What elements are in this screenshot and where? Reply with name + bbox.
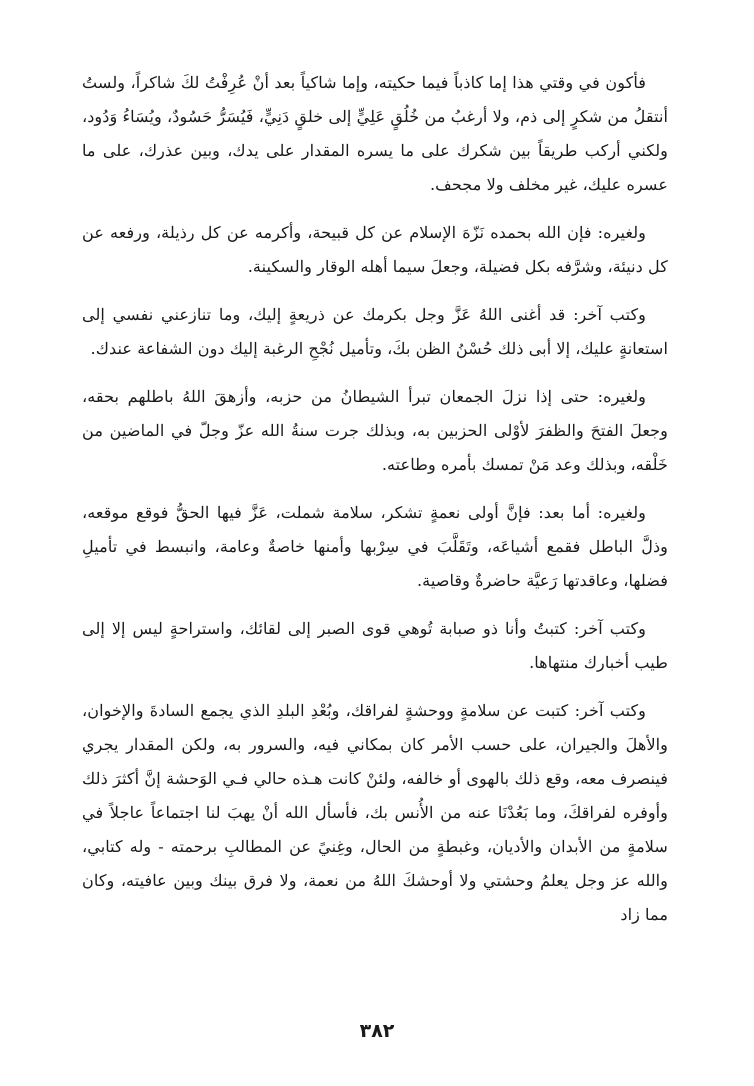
paragraph-3: وكتب آخر: قد أغنى اللهُ عَزَّ وجل بكرمك عن ذريعةٍ إليك، وما تنازعني نفسي إلى استعانةٍ عليك، إلا أبى ذلك حُسْنُ الظن بكَ، وتأميل نُجْحِ الرغبة إليك دون الشفاعة عندك. xyxy=(82,305,668,358)
paragraph-6: وكتب آخر: كتبتُ وأنا ذو صبابة تُوهي قوى الصبر إلى لقائك، واستراحةٍ ليس إلا إلى طيب أخبارك منتهاها. xyxy=(82,619,668,672)
page-number: ٣٨٢ xyxy=(359,1020,395,1042)
body-text xyxy=(82,66,668,946)
paragraph-5: ولغيره: أما بعد: فإنَّ أولى نعمةٍ تشكر، سلامة شملت، عَزَّ فيها الحقُّ فوقع موقعه، وذلَّ الباطل فقمع أشياعَه، وتَقَلَّبَ في سِرْبها وأمنها خاصةٌ وعامة، وانبسط في تأميلِ فضلها، وعاقدتها رَعيَّة حاضرةٌ وقاصية. xyxy=(82,503,668,590)
paragraph-2: ولغيره: فإن الله بحمده نَزّهَ الإسلام عن كل قبيحة، وأكرمه عن كل رذيلة، ورفعه عن كل دنيئة، وشرَّفه بكل فضيلة، وجعلَ سيما أهله الوقار والسكينة. xyxy=(82,223,668,276)
paragraph-4: ولغيره: حتى إذا نزلَ الجمعان تبرأ الشيطانُ من حزبه، وأزهقَ اللهُ باطلهم بحقه، وجعلَ الفتحَ والظفرَ لأوْلى الحزبين به، وبذلك جرت سنةُ الله عزّ وجلّ في الماضين من خَلْقه، وبذلك وعد مَنْ تمسك بأمره وطاعته. xyxy=(82,387,668,474)
paragraph-7: وكتب آخر: كتبت عن سلامةٍ ووحشةٍ لفراقك، وبُعْدِ البلدِ الذي يجمع السادةَ والإخوان، والأهلَ والجيران، على حسب الأمر كان بمكاني فيه، والسرور به، ولكن المقدار يجري فينصرف معه، وقع ذلك بالهوى أو خالفه، ولئنْ كانت هـذه حالي فـي الوَحشة إنَّ أكثرَ ذلك وأوفره لفراقكَ، وما بَعُدْنَا عنه من الأُنس بك، فأسأل الله أنْ يهبَ لنا اجتماعاً عاجلاً في سلامةٍ من الأبدان والأديان، وغبطةٍ من الحال، وغِنيً عن المطالبِ برحمته - وله كتابي، والله عز وجل يعلمُ وحشتي ولا أوحشكَ اللهُ من نعمة، ولا فرق بينك وبين عافيته، وكان مما زاد xyxy=(82,701,668,924)
paragraph-1: فأكون في وقتي هذا إما كاذباً فيما حكيته، وإما شاكياً بعد أنْ عُرِفْتُ لكَ شاكراً، ولستُ أنتقلُ من شكرٍ إلى ذم، ولا أرغبُ من خُلُقٍ عَلِيٍّ إلى خلقٍ دَنِيٍّ، فَيُسَرُّ حَسُودٌ، ويُسَاءُ وَدُود، ولكني أركب طريقاً بين شكرك على ما يسره المقدار على يدك، وبين عذرك، على ما عسره عليك، غير مخلف ولا مجحف. xyxy=(82,73,668,194)
